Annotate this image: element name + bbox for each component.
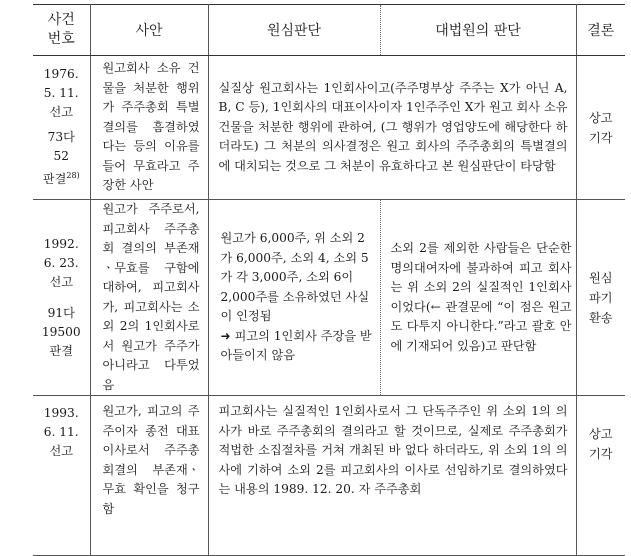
header-supreme-court: 대법원의 판단 (380, 5, 576, 56)
case-number-cell (33, 396, 90, 556)
table-header-row (33, 5, 625, 56)
result-cell (576, 56, 625, 200)
case-number-line: 1992. (43, 236, 79, 251)
lower-court-text: 원고가 6,000주, 위 소외 2가 6,000주, 소외 4, 소외 5가 각 3,000주, 소외 6이 2,000주를 소유하였던 사실이 인정됨 (220, 231, 370, 324)
result-line: 상고 (588, 110, 613, 125)
result-line: 상고 (588, 427, 613, 441)
footnote-marker: 28) (66, 171, 80, 181)
lower-court-cell (208, 200, 380, 396)
case-number-line: 91다 (47, 305, 75, 320)
case-number-cell (33, 56, 90, 200)
judgment-cell: 실질상 원고회사는 1인회사이고(주주명부상 주주는 X가 아닌 A, B, C 등), 1인회사의 대표이사이자 1인주주인 X가 원고 회사 소유 건물을 처분한 행위에 관하여, (그 행위가 영업양도에 해당한다 하더라도) 그 처분의 의사결정은 원고 회사의 주주총회의 특별결의에 대치되는 것으로 그 처분이 유효하다고 본 원심판단이 타당함 (208, 56, 576, 200)
header-lower-court: 원심판단 (208, 5, 380, 56)
case-number-line: 73다 (47, 130, 75, 145)
lower-court-conclusion: 피고의 1인회사 주장을 받아들이지 않음 (220, 328, 372, 363)
result-line: 기각 (588, 447, 613, 461)
table-row (33, 396, 625, 556)
case-number-judgment-label: 판결 (42, 172, 67, 187)
case-number-line: 1976. (43, 67, 79, 82)
case-number-line: 19500 (41, 324, 81, 339)
case-number-line: 52 (53, 149, 69, 164)
case-number-cell (33, 200, 90, 396)
case-number-line: 판결 (49, 343, 74, 358)
supreme-court-text: 소외 2를 제외한 사람들은 단순한 명의대여자에 불과하여 피고 회사는 위 소외 2의 실질적인 1인회사이었다( (390, 241, 572, 314)
arrow-right-icon: ➜ (220, 328, 231, 343)
case-number-line: 선고 (49, 105, 74, 120)
case-number-line: 1993. (43, 406, 79, 420)
matter-cell: 원고가 주주로서, 피고회사 주주총회 결의의 부존재ㆍ무효를 구함에 대하여, 피고회사가, 피고회사는 소외 2의 1인회사로서 원고가 주주가 아니라고 다투었음 (90, 200, 208, 396)
header-case-number-line2: 번호 (47, 31, 75, 47)
header-matter: 사안 (90, 5, 208, 56)
supreme-court-cell (380, 200, 576, 396)
case-number-line: 5. 11. (43, 86, 79, 101)
case-number-line: 선고 (49, 274, 74, 289)
result-line: 파기 (588, 290, 613, 305)
header-result: 결론 (576, 5, 625, 56)
result-cell (576, 200, 625, 396)
case-number-line: 6. 23. (43, 255, 79, 270)
matter-cell: 원고가, 피고의 주주이자 종전 대표이사로서 주주총회결의 부존재ㆍ무효 확인을 청구함 (90, 396, 208, 556)
table-row (33, 200, 625, 396)
header-case-number (33, 5, 90, 56)
judgment-cell: 피고회사는 실질적인 1인회사로서 그 단독주주인 위 소외 1의 의사가 바로 주주총회의 결의라고 할 것이므로, 실제로 주주총회가 적법한 소집절차를 거쳐 개최된 바 없다 하더라도, 위 소외 1의 의사에 기하여 소외 2를 피고회사의 이사로 선임하기로 결의하였다는 내용의 1989. 12. 20. 자 주주총회 (208, 396, 576, 556)
result-cell (576, 396, 625, 556)
result-line: 환송 (588, 310, 613, 325)
arrow-left-icon: ← (430, 299, 441, 314)
result-line: 기각 (588, 130, 613, 145)
supreme-court-note: 관결문에 “이 점은 원고도 다투지 아니한다.”라고 괄호 안에 기재되어 있음)고 판단함 (390, 299, 572, 353)
case-number-line: 선고 (49, 444, 74, 458)
case-number-line: 6. 11. (43, 425, 79, 439)
case-number-line (33, 166, 90, 189)
table-row (33, 56, 625, 200)
result-line: 원심 (588, 270, 613, 285)
case-table (33, 4, 625, 556)
header-case-number-line1: 사건 (47, 12, 75, 28)
matter-cell: 원고회사 소유 건물을 처분한 행위가 주주총회 특별결의를 흠결하였다는 등의 이유를 들어 무효라고 주장한 사안 (90, 56, 208, 200)
